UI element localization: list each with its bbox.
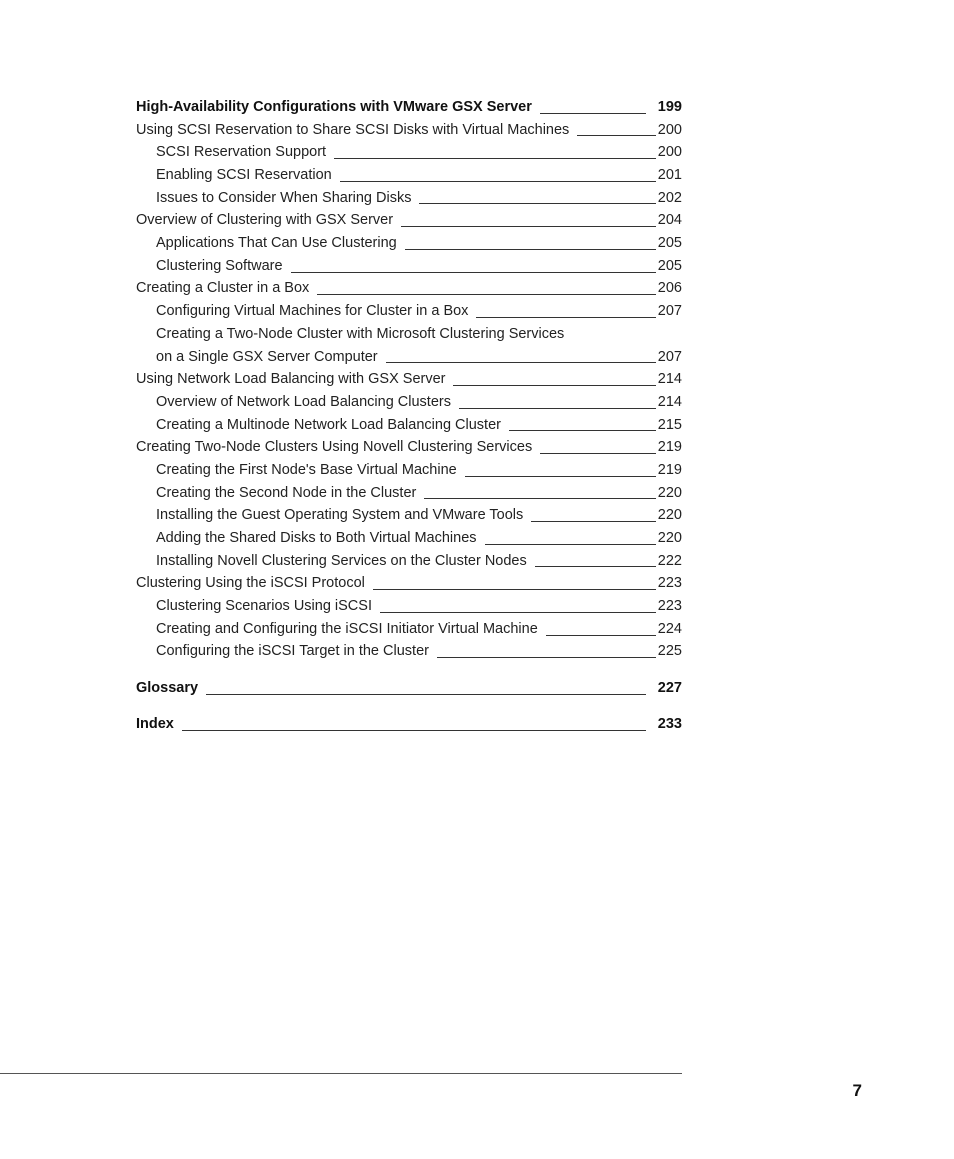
toc-section-entry[interactable]: [136, 119, 682, 142]
toc-section-entry[interactable]: [136, 209, 682, 232]
toc-section-entry[interactable]: [136, 278, 682, 301]
toc-entry-page: 199: [657, 98, 682, 115]
toc-entry-page: 204: [657, 212, 682, 229]
toc-entry-title: Using SCSI Reservation to Share SCSI Disks with Virtual Machines: [136, 121, 570, 138]
toc-subsection-entry[interactable]: [136, 300, 682, 323]
toc-leader-line: [465, 476, 656, 477]
footer-divider: [0, 1073, 682, 1074]
toc-leader-line: [182, 730, 646, 731]
toc-subsection-entry[interactable]: [136, 482, 682, 505]
toc-entry-page: 233: [657, 715, 682, 732]
toc-entry-page: 205: [657, 235, 682, 252]
toc-entry-title: Clustering Software: [156, 257, 283, 274]
toc-subsection-entry[interactable]: [136, 391, 682, 414]
toc-entry-page: 200: [657, 144, 682, 161]
toc-leader-line: [531, 521, 656, 522]
toc-entry-page: 214: [657, 371, 682, 388]
page-number: 7: [852, 1081, 862, 1100]
toc-entry-title: on a Single GSX Server Computer: [156, 348, 378, 365]
toc-entry-page: 207: [657, 303, 682, 320]
toc-subsection-entry[interactable]: [136, 504, 682, 527]
toc-glossary-entry[interactable]: [136, 677, 682, 700]
toc-entry-title: Applications That Can Use Clustering: [156, 235, 397, 252]
toc-entry-page: 219: [657, 461, 682, 478]
toc-chapter-entry[interactable]: [136, 96, 682, 119]
toc-leader-line: [340, 181, 656, 182]
toc-subsection-entry[interactable]: [136, 414, 682, 437]
toc-entry-page: 200: [657, 121, 682, 138]
toc-subsection-entry[interactable]: [136, 550, 682, 573]
toc-entry-page: 223: [657, 598, 682, 615]
toc-leader-line: [401, 226, 656, 227]
toc-entry-title: Creating the First Node's Base Virtual Machine: [156, 461, 457, 478]
toc-leader-line: [380, 612, 656, 613]
toc-entry-title: Glossary: [136, 680, 199, 697]
toc-entry-page: 207: [657, 348, 682, 365]
toc-entry-page: 215: [657, 416, 682, 433]
toc-entry-title: Issues to Consider When Sharing Disks: [156, 189, 412, 206]
toc-entry-title: Installing the Guest Operating System and VMware Tools: [156, 507, 524, 524]
toc-leader-line: [373, 589, 656, 590]
toc-leader-line: [424, 498, 655, 499]
toc-leader-line: [334, 158, 656, 159]
toc-leader-line: [509, 430, 656, 431]
toc-entry-page: 206: [657, 280, 682, 297]
toc-subsection-entry[interactable]: [136, 255, 682, 278]
toc-subsection-entry[interactable]: [136, 141, 682, 164]
toc-entry-page: 227: [657, 680, 682, 697]
toc-leader-line: [577, 135, 656, 136]
toc-leader-line: [405, 249, 656, 250]
toc-entry-title: Adding the Shared Disks to Both Virtual Machines: [156, 530, 477, 547]
toc-leader-line: [437, 657, 656, 658]
toc-entry-page: 225: [657, 643, 682, 660]
toc-entry-page: 220: [657, 484, 682, 501]
toc-entry-page: 214: [657, 393, 682, 410]
toc-entry-title: Index: [136, 715, 174, 732]
toc-leader-line: [459, 408, 656, 409]
toc-section-entry[interactable]: [136, 572, 682, 595]
toc-section-entry[interactable]: [136, 368, 682, 391]
toc-leader-line: [317, 294, 656, 295]
table-of-contents: [136, 96, 682, 736]
toc-leader-line: [535, 566, 656, 567]
toc-leader-line: [485, 544, 656, 545]
toc-leader-line: [206, 694, 646, 695]
toc-entry-title: Configuring the iSCSI Target in the Cluster: [156, 643, 429, 660]
toc-leader-line: [476, 317, 655, 318]
toc-entry-title: SCSI Reservation Support: [156, 144, 327, 161]
toc-entry-title: Overview of Network Load Balancing Clusters: [156, 393, 451, 410]
toc-entry-title: Creating a Multinode Network Load Balancing Cluster: [156, 416, 501, 433]
toc-subsection-entry[interactable]: [136, 459, 682, 482]
toc-entry-title: Clustering Scenarios Using iSCSI: [156, 598, 372, 615]
toc-subsection-entry[interactable]: [136, 618, 682, 641]
toc-leader-line: [386, 362, 656, 363]
toc-entry-page: 201: [657, 167, 682, 184]
toc-entry-title: Creating a Cluster in a Box: [136, 280, 310, 297]
toc-entry-title: Configuring Virtual Machines for Cluster in a Box: [156, 303, 469, 320]
toc-index-entry[interactable]: [136, 713, 682, 736]
toc-entry-page: 205: [657, 257, 682, 274]
toc-entry-page: 219: [657, 439, 682, 456]
toc-subsection-entry[interactable]: [136, 164, 682, 187]
toc-leader-line: [453, 385, 655, 386]
toc-entry-page: 222: [657, 552, 682, 569]
toc-leader-line: [291, 272, 656, 273]
toc-leader-line: [540, 453, 656, 454]
toc-subsection-entry-continuation[interactable]: [136, 346, 682, 369]
toc-subsection-entry[interactable]: [136, 527, 682, 550]
toc-subsection-entry[interactable]: [136, 232, 682, 255]
toc-leader-line: [419, 203, 655, 204]
toc-entry-title: Creating Two-Node Clusters Using Novell Clustering Services: [136, 439, 533, 456]
toc-subsection-entry[interactable]: [136, 641, 682, 664]
toc-subsection-entry[interactable]: [136, 595, 682, 618]
toc-entry-title: High-Availability Configurations with VMware GSX Server: [136, 98, 532, 115]
toc-entry-page: 202: [657, 189, 682, 206]
toc-entry-title: Using Network Load Balancing with GSX Server: [136, 371, 446, 388]
toc-entry-title: Clustering Using the iSCSI Protocol: [136, 575, 365, 592]
toc-entry-title: Enabling SCSI Reservation: [156, 167, 332, 184]
toc-subsection-entry[interactable]: [136, 187, 682, 210]
toc-entry-title: Installing Novell Clustering Services on the Cluster Nodes: [156, 552, 527, 569]
toc-entry-title: Overview of Clustering with GSX Server: [136, 212, 394, 229]
toc-section-entry[interactable]: [136, 436, 682, 459]
toc-entry-page: 220: [657, 530, 682, 547]
toc-subsection-entry-first-line[interactable]: [136, 323, 682, 346]
toc-entry-page: 223: [657, 575, 682, 592]
toc-entry-title: Creating a Two-Node Cluster with Microsoft Clustering Services: [156, 325, 565, 342]
toc-leader-line: [546, 635, 656, 636]
toc-entry-page: 224: [657, 620, 682, 637]
toc-entry-page: 220: [657, 507, 682, 524]
toc-entry-title: Creating the Second Node in the Cluster: [156, 484, 417, 501]
toc-leader-line: [540, 113, 646, 114]
toc-entry-title: Creating and Configuring the iSCSI Initiator Virtual Machine: [156, 620, 538, 637]
